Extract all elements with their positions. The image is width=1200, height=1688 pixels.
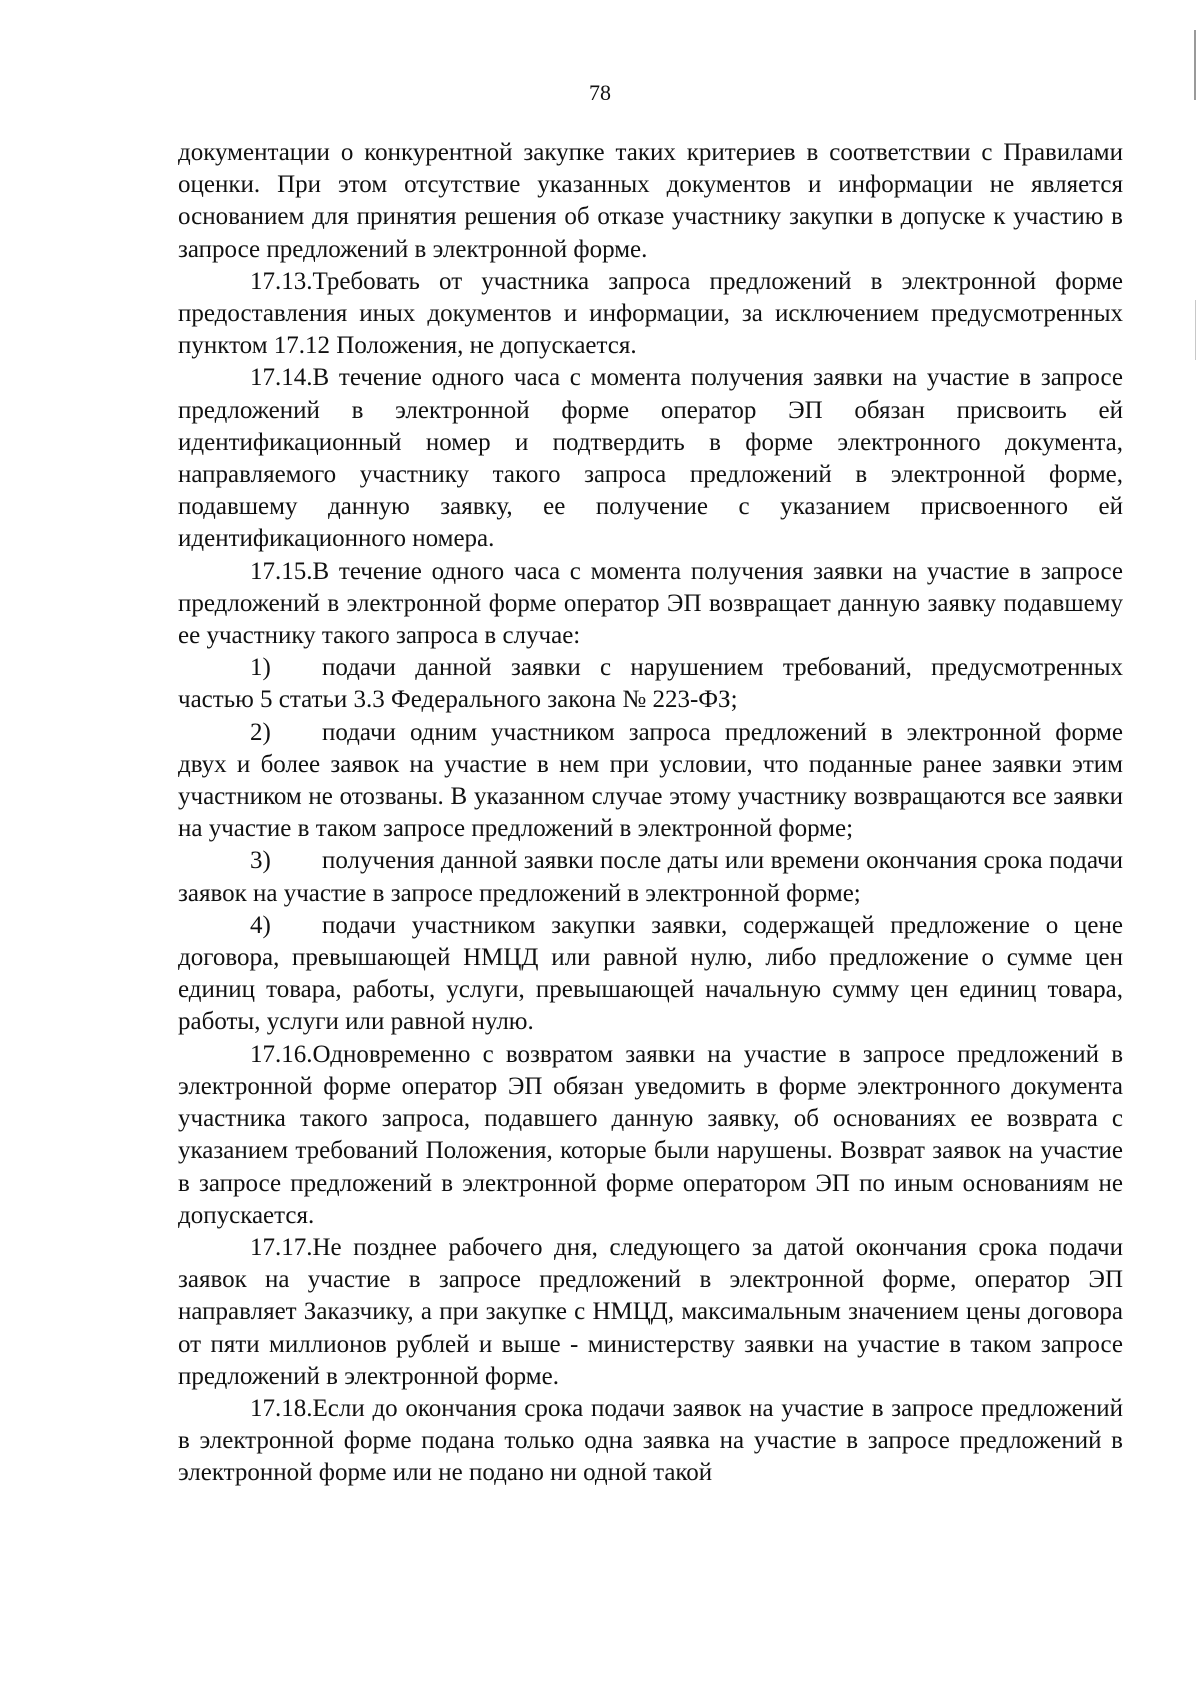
list-item-text: подачи данной заявки с нарушением требований, предусмотренных частью 5 статьи 3.3 Федерального закона № 223-ФЗ; [178, 654, 1123, 714]
page-number: 78 [589, 80, 611, 105]
list-item-text: получения данной заявки после даты или времени окончания срока подачи заявок на участие в запросе предложений в электронной форме; [178, 847, 1123, 907]
clause-17-16: 17.16.Одновременно с возвратом заявки на участие в запросе предложений в электронной форме оператор ЭП обязан уведомить в форме электронного документа участника такого запроса, подавшего данную заявку, об основаниях ее возврата с указанием требований Положения, которые были нарушены. Возврат заявок на участие в запросе предложений в электронной форме оператором ЭП по иным основаниям не допускается. [178, 1040, 1123, 1229]
list-item-text: подачи участником закупки заявки, содержащей предложение о цене договора, превышающей НМЦД или равной нулю, либо предложение о сумме цен единиц товара, работы, услуги, превышающей начальную сумму цен единиц товара, работы, услуги или равной нулю. [178, 911, 1123, 1036]
list-item-number: 4) [250, 911, 271, 939]
clause-17-15: 17.15.В течение одного часа с момента получения заявки на участие в запросе предложений в электронной форме оператор ЭП возвращает данную заявку подавшему ее участнику такого запроса в случае: [178, 557, 1123, 650]
list-item-3 [178, 845, 1123, 909]
clause-17-13: 17.13.Требовать от участника запроса предложений в электронной форме предоставления иных документов и информации, за исключением предусмотренных пунктом 17.12 Положения, не допускается. [178, 267, 1123, 360]
paragraph-continuation: документации о конкурентной закупке таких критериев в соответствии с Правилами оценки. При этом отсутствие указанных документов и информации не является основанием для принятия решения об отказе участнику закупки в допуске к участию в запросе предложений в электронной форме. [178, 139, 1123, 263]
clause-17-17: 17.17.Не позднее рабочего дня, следующего за датой окончания срока подачи заявок на участие в запросе предложений в электронной форме, оператор ЭП направляет Заказчику, а при закупке с НМЦД, максимальным значением цены договора от пяти миллионов рублей и выше - министерству заявки на участие в таком запросе предложений в электронной форме. [178, 1233, 1123, 1390]
list-item-2 [178, 717, 1123, 846]
list-item-text: подачи одним участником запроса предложений в электронной форме двух и более заявок на участие в нем при условии, что поданные ранее заявки этим участником не отозваны. В указанном случае этому участнику возвращаются все заявки на участие в таком запросе предложений в электронной форме; [178, 718, 1123, 843]
list-item-4 [178, 910, 1123, 1039]
list-item-1 [178, 652, 1123, 716]
list-item-number: 1) [250, 654, 271, 682]
list-item-number: 2) [250, 718, 271, 746]
clause-17-14: 17.14.В течение одного часа с момента получения заявки на участие в запросе предложений в электронной форме оператор ЭП обязан присвоить ей идентификационный номер и подтвердить в форме электронного документа, направляемого участнику такого запроса предложений в электронной форме, подавшему данную заявку, ее получение с указанием присвоенного ей идентификационного номера. [178, 364, 1123, 553]
scan-edge-mark [1195, 300, 1196, 360]
clause-17-18: 17.18.Если до окончания срока подачи заявок на участие в запросе предложений в электронной форме подана только одна заявка на участие в запросе предложений в электронной форме или не подано ни одной такой [178, 1394, 1123, 1487]
document-body [178, 137, 1123, 1490]
list-item-number: 3) [250, 847, 271, 875]
